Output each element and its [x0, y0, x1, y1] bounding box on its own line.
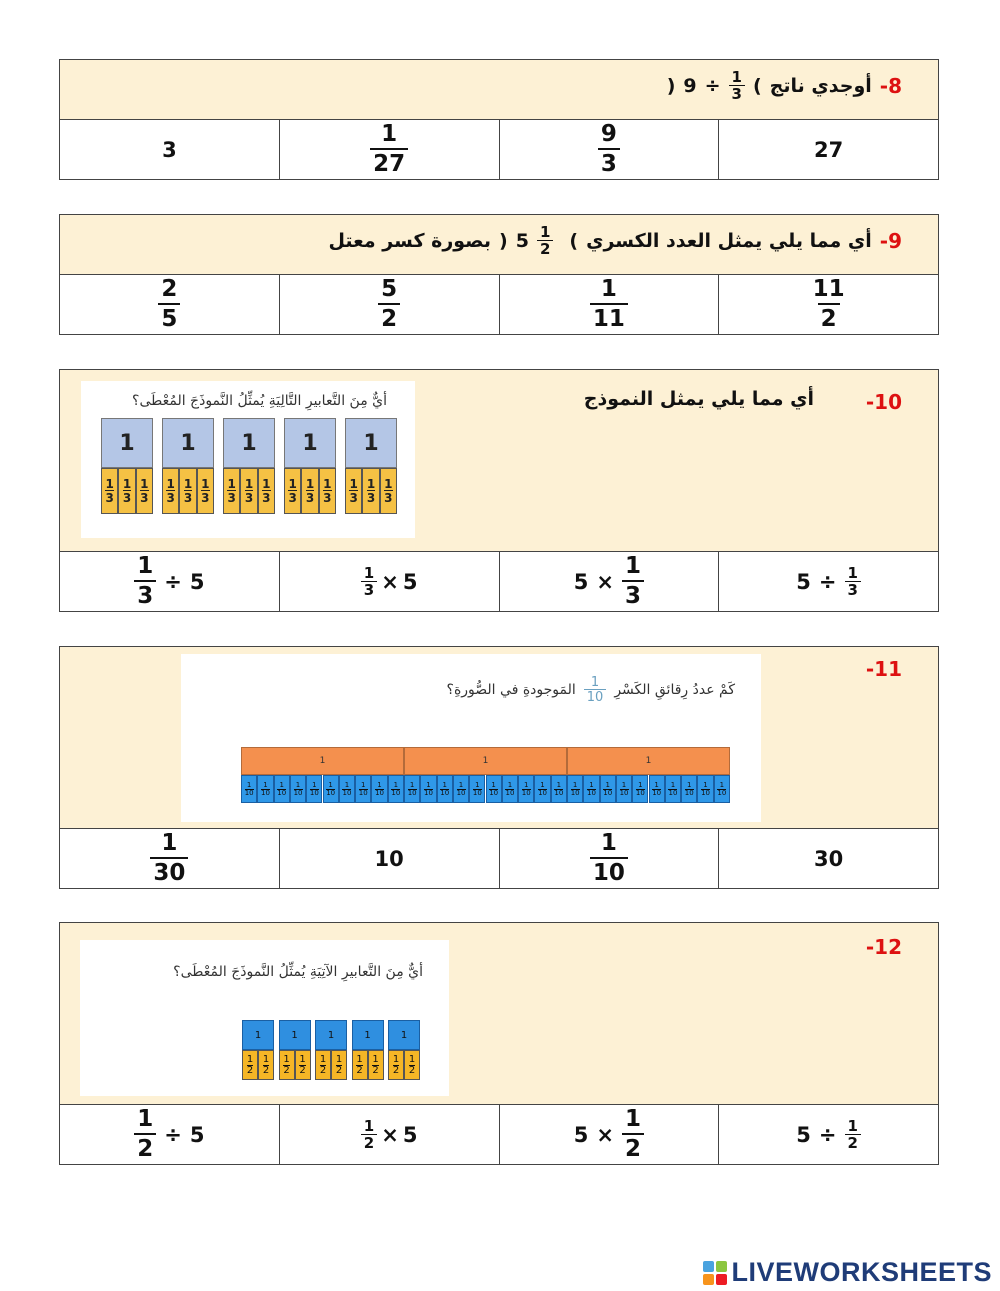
q11-tenth-piece: 1 10: [714, 775, 730, 803]
question-10: [59, 369, 939, 612]
q8-text: أوجدي ناتج: [769, 75, 872, 97]
q12-half-piece: 1 2: [331, 1050, 347, 1080]
q11-tenth-piece: 1 10: [632, 775, 648, 803]
q8-number: -8: [879, 74, 902, 98]
q10-text: أي مما يلي يمثل النموذج: [583, 388, 814, 410]
q12-half-piece: 1 2: [388, 1050, 404, 1080]
q12-option-4[interactable]: $\frac{1}{2}$ ÷ 5: [60, 1105, 279, 1164]
q10-third-piece: 1 3: [197, 468, 214, 514]
q9-text-after: بصورة كسر معتل: [328, 230, 492, 252]
q10-third-piece: 1 3: [380, 468, 397, 514]
logo-text: LIVEWORKSHEETS: [731, 1257, 992, 1287]
q10-image-caption: أيٌّ مِنَ التَّعابيرِ التَّالِيَةِ يُمثِّلُ النَّموذَجَ المُعْطَى؟: [132, 393, 387, 409]
q11-tenth-piece: 1 10: [534, 775, 550, 803]
q11-tenth-piece: 1 10: [600, 775, 616, 803]
q10-third-piece: 1 3: [223, 468, 240, 514]
q12-half-piece: 1 2: [279, 1050, 295, 1080]
q8-close-paren: (: [752, 75, 762, 97]
q10-third-piece: 1 3: [162, 468, 179, 514]
q8-option-1[interactable]: 27: [718, 120, 938, 179]
q11-tenth-piece: 1 10: [355, 775, 371, 803]
q11-tenth-piece: 1 10: [665, 775, 681, 803]
q11-tenth-piece: 1 10: [257, 775, 273, 803]
q10-third-piece: 1 3: [240, 468, 257, 514]
question-9-prompt: [328, 225, 902, 257]
q11-tenth-piece: 1 10: [404, 775, 420, 803]
q12-half-piece: 1 2: [404, 1050, 420, 1080]
q12-half-piece: 1 2: [368, 1050, 384, 1080]
q11-model-image: [181, 654, 761, 822]
q12-option-3[interactable]: $\frac{1}{2}$ × 5: [279, 1105, 499, 1164]
q11-tenth-piece: 1 10: [290, 775, 306, 803]
q9-options-row: [60, 275, 938, 334]
q11-tenth-piece: 1 10: [697, 775, 713, 803]
q12-image-caption: أيٌّ مِنَ التَّعابيرِ الآتِيَةِ يُمثِّلُ النَّموذَجَ المُعْطَى؟: [173, 964, 423, 980]
q8-option-3[interactable]: $\frac{1}{27}$: [279, 120, 499, 179]
question-9-header: [60, 215, 938, 275]
q12-option-1[interactable]: 5 ÷ $\frac{1}{2}$: [718, 1105, 938, 1164]
q10-option-1[interactable]: 5 ÷ $\frac{1}{3}$: [718, 552, 938, 611]
q9-mixed-fraction: $\frac{1}{2}$: [537, 225, 553, 257]
q12-unit-bar: 1: [242, 1020, 274, 1050]
q10-third-piece: 1 3: [301, 468, 318, 514]
q11-tenth-piece: 1 10: [306, 775, 322, 803]
question-10-header: [60, 370, 938, 552]
q10-third-piece: 1 3: [319, 468, 336, 514]
q12-model-image: [80, 940, 449, 1096]
q9-open-paren: (: [569, 230, 579, 252]
q11-tenth-piece: 1 10: [339, 775, 355, 803]
q11-tenth-piece: 1 10: [453, 775, 469, 803]
q11-tenth-piece: 1 10: [486, 775, 502, 803]
question-12: [59, 922, 939, 1165]
q10-options-row: [60, 552, 938, 611]
question-8-prompt: [667, 70, 902, 102]
q10-unit-bar: 1: [162, 418, 214, 468]
q10-option-4[interactable]: $\frac{1}{3}$ ÷ 5: [60, 552, 279, 611]
question-11: [59, 646, 939, 889]
q11-unit-bar: 1: [241, 747, 404, 775]
q11-tenth-piece: 1 10: [388, 775, 404, 803]
q12-half-piece: 1 2: [295, 1050, 311, 1080]
q11-tenth-piece: 1 10: [274, 775, 290, 803]
liveworksheets-logo[interactable]: [703, 1257, 992, 1288]
q12-half-piece: 1 2: [315, 1050, 331, 1080]
q8-options-row: [60, 120, 938, 179]
q11-tenth-piece: 1 10: [420, 775, 436, 803]
q10-option-3[interactable]: $\frac{1}{3}$ × 5: [279, 552, 499, 611]
q11-tenth-piece: 1 10: [469, 775, 485, 803]
q10-third-piece: 1 3: [118, 468, 135, 514]
q10-third-piece: 1 3: [345, 468, 362, 514]
q12-options-row: [60, 1105, 938, 1164]
q12-half-piece: 1 2: [352, 1050, 368, 1080]
q11-tenth-piece: 1 10: [323, 775, 339, 803]
q11-caption-fraction: $\frac{1}{10}$: [584, 676, 607, 704]
q8-fraction: $\frac{1}{3}$: [729, 70, 745, 102]
q11-option-1[interactable]: 30: [718, 829, 938, 888]
q10-unit-bar: 1: [345, 418, 397, 468]
q11-tenth-piece: 1 10: [681, 775, 697, 803]
q12-half-piece: 1 2: [258, 1050, 274, 1080]
q11-tenth-piece: 1 10: [583, 775, 599, 803]
q11-tenth-piece: 1 10: [567, 775, 583, 803]
logo-squares-icon: [703, 1261, 727, 1285]
q10-unit-bar: 1: [101, 418, 153, 468]
q10-third-piece: 1 3: [101, 468, 118, 514]
q11-tenth-piece: 1 10: [502, 775, 518, 803]
q8-option-2[interactable]: $\frac{9}{3}$: [499, 120, 719, 179]
question-8-header: [60, 60, 938, 120]
q11-tenth-piece: 1 10: [371, 775, 387, 803]
q12-half-piece: 1 2: [242, 1050, 258, 1080]
q10-number: -10: [865, 390, 902, 414]
q10-third-piece: 1 3: [179, 468, 196, 514]
q10-third-piece: 1 3: [258, 468, 275, 514]
q12-unit-bar: 1: [388, 1020, 420, 1050]
q11-image-caption: كَمْ عددُ رِقائقِ الكَسْرِ $\frac{1}{10}$ المَوجودةِ في الصُّورةِ؟: [446, 675, 735, 705]
q8-op: ÷: [704, 75, 721, 97]
question-12-header: [60, 923, 938, 1105]
q11-option-2[interactable]: $\frac{1}{10}$: [499, 829, 719, 888]
q11-options-row: [60, 829, 938, 888]
q9-mixed-whole: 5: [515, 230, 529, 252]
q11-option-3[interactable]: 10: [279, 829, 499, 888]
question-8: [59, 59, 939, 180]
q10-unit-bar: 1: [223, 418, 275, 468]
q8-whole: 9: [683, 75, 697, 97]
q11-number: -11: [865, 657, 902, 681]
question-11-header: [60, 647, 938, 829]
q11-tenth-piece: 1 10: [649, 775, 665, 803]
q10-unit-bar: 1: [284, 418, 336, 468]
q9-text-before: أي مما يلي يمثل العدد الكسري: [586, 230, 872, 252]
q10-model-image: [81, 381, 415, 538]
q9-option-4[interactable]: $\frac{2}{5}$: [60, 275, 279, 334]
q12-number: -12: [865, 935, 902, 959]
q9-option-3[interactable]: $\frac{5}{2}$: [279, 275, 499, 334]
q8-open-paren: ): [666, 75, 676, 97]
q10-option-2[interactable]: 5 × $\frac{1}{3}$: [499, 552, 719, 611]
q11-tenth-piece: 1 10: [241, 775, 257, 803]
q12-option-2[interactable]: 5 × $\frac{1}{2}$: [499, 1105, 719, 1164]
question-9: [59, 214, 939, 335]
q11-tenth-piece: 1 10: [616, 775, 632, 803]
q12-unit-bar: 1: [315, 1020, 347, 1050]
q11-tenth-piece: 1 10: [551, 775, 567, 803]
q9-close-paren: ): [499, 230, 508, 252]
q9-number: -9: [879, 229, 902, 253]
q11-tenth-piece: 1 10: [518, 775, 534, 803]
q11-unit-bar: 1: [567, 747, 730, 775]
q10-third-piece: 1 3: [362, 468, 379, 514]
q10-third-piece: 1 3: [284, 468, 301, 514]
q11-unit-bar: 1: [404, 747, 567, 775]
q9-option-1[interactable]: $\frac{11}{2}$: [718, 275, 938, 334]
q11-option-4[interactable]: $\frac{1}{30}$: [60, 829, 279, 888]
q9-option-2[interactable]: $\frac{1}{11}$: [499, 275, 719, 334]
q12-unit-bar: 1: [352, 1020, 384, 1050]
q11-tenth-piece: 1 10: [437, 775, 453, 803]
q12-unit-bar: 1: [279, 1020, 311, 1050]
q10-third-piece: 1 3: [136, 468, 153, 514]
q8-option-4[interactable]: 3: [162, 137, 177, 162]
